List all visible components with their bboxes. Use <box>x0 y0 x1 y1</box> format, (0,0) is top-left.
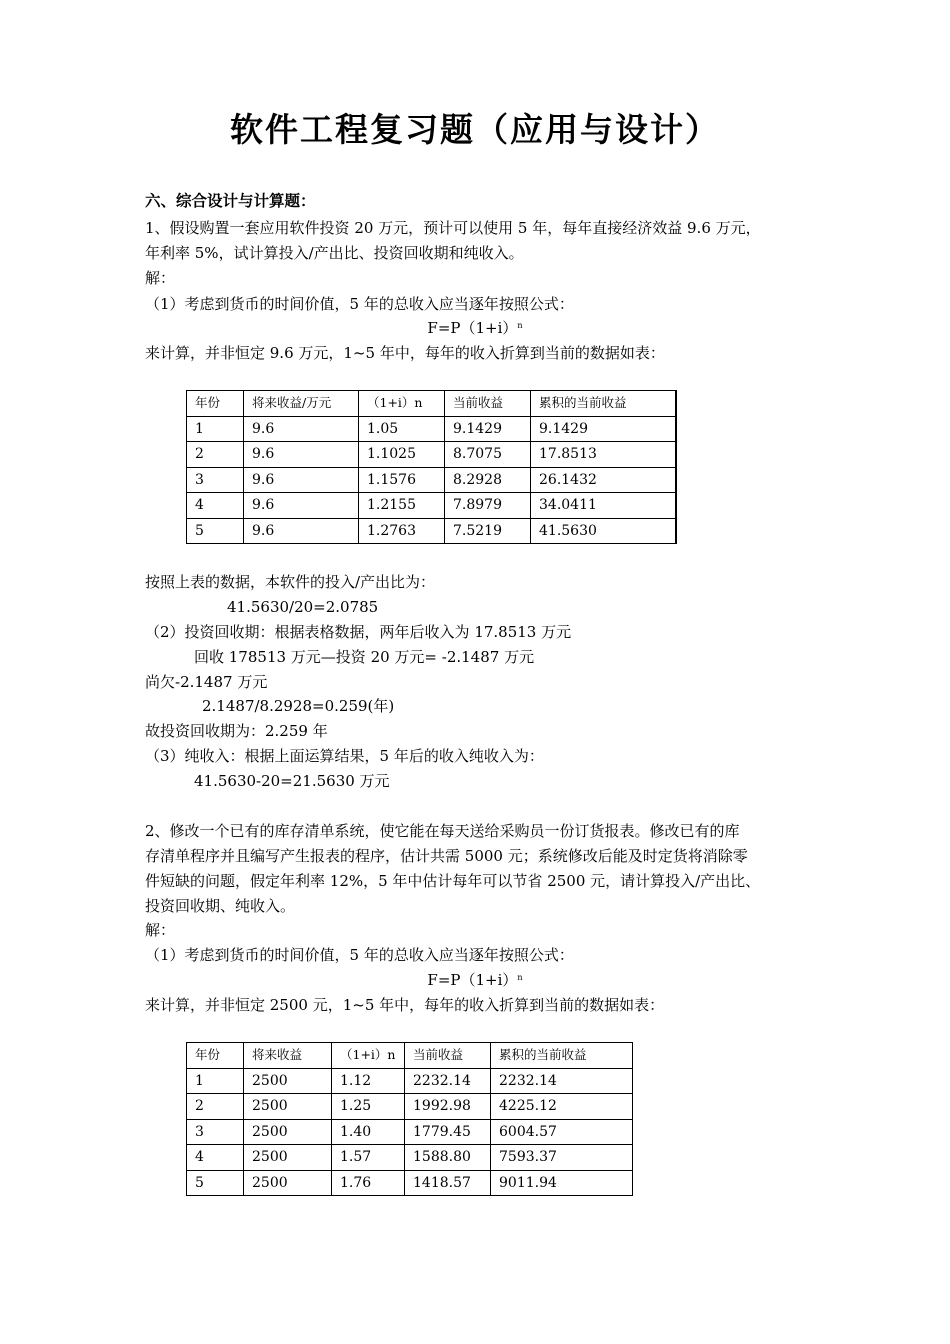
table-cell: 9.6 <box>244 518 359 544</box>
column-header: 累积的当前收益 <box>531 391 676 417</box>
table-cell: 2500 <box>244 1145 332 1171</box>
q1-step2: （2）投资回收期：根据表格数据，两年后收入为 17.8513 万元 <box>145 623 572 641</box>
table-cell: 1 <box>187 1068 244 1094</box>
table-cell: 7.8979 <box>445 493 531 519</box>
table-row <box>187 416 676 442</box>
table-cell: 2500 <box>244 1094 332 1120</box>
table-cell: 26.1432 <box>531 467 676 493</box>
q2-text-line-2: 存清单程序并且编写产生报表的程序，估计共需 5000 元；系统修改后能及时定货将消除零 <box>145 847 748 865</box>
table-cell: 2 <box>187 1094 244 1120</box>
q1-ratio-calc: 41.5630/20=2.0785 <box>227 598 379 616</box>
table-row <box>187 1068 633 1094</box>
column-header: 当前收益 <box>445 391 531 417</box>
table-row <box>187 518 676 544</box>
table-row <box>187 1145 633 1171</box>
table-cell: 4 <box>187 493 244 519</box>
q2-income-table <box>186 1042 633 1196</box>
q2-formula: $F=P(1+i)^n$ <box>427 971 523 989</box>
q1-step2-calc: 回收 178513 万元—投资 20 万元= -2.1487 万元 <box>194 648 535 666</box>
table-cell: 1.12 <box>332 1068 405 1094</box>
column-header: （1+i）n <box>332 1043 405 1069</box>
q1-deficit-calc: 2.1487/8.2928=0.259(年) <box>202 697 395 715</box>
table-cell: 1.40 <box>332 1119 405 1145</box>
q1-formula: $F=P(1+i)^n$ <box>427 319 523 337</box>
q1-solution-label: 解： <box>145 269 176 287</box>
table-cell: 9.6 <box>244 493 359 519</box>
document-title: 软件工程复习题（应用与设计） <box>230 110 720 149</box>
table-cell: 1779.45 <box>405 1119 491 1145</box>
q2-text-line-4: 投资回收期、纯收入。 <box>145 897 296 915</box>
table-cell: 1.1576 <box>359 467 445 493</box>
q1-payback: 故投资回收期为：2.259 年 <box>145 722 328 740</box>
column-header: 将来收益 <box>244 1043 332 1069</box>
table-cell: 9.1429 <box>445 416 531 442</box>
table-cell: 8.7075 <box>445 442 531 468</box>
column-header: 年份 <box>187 1043 244 1069</box>
q1-income-table <box>186 390 677 544</box>
table-cell: 2500 <box>244 1068 332 1094</box>
section-heading: 六、综合设计与计算题： <box>145 192 316 210</box>
table-cell: 9.6 <box>244 467 359 493</box>
table-cell: 2500 <box>244 1170 332 1196</box>
table-cell: 1588.80 <box>405 1145 491 1171</box>
column-header: 年份 <box>187 391 244 417</box>
table-row <box>187 467 676 493</box>
q1-text-line-2: 年利率 5%，试计算投入/产出比、投资回收期和纯收入。 <box>145 244 524 262</box>
q1-step3: （3）纯收入：根据上面运算结果，5 年后的收入纯收入为： <box>145 747 544 765</box>
table-cell: 3 <box>187 467 244 493</box>
table-cell: 1.57 <box>332 1145 405 1171</box>
table-cell: 8.2928 <box>445 467 531 493</box>
table-cell: 7593.37 <box>491 1145 633 1171</box>
table-cell: 17.8513 <box>531 442 676 468</box>
q2-step1: （1）考虑到货币的时间价值，5 年的总收入应当逐年按照公式： <box>145 946 574 964</box>
table-row <box>187 1170 633 1196</box>
table-cell: 2232.14 <box>491 1068 633 1094</box>
table-cell: 1.2763 <box>359 518 445 544</box>
q2-solution-label: 解： <box>145 921 176 939</box>
table-cell: 1 <box>187 416 244 442</box>
table-row <box>187 442 676 468</box>
table-cell: 2232.14 <box>405 1068 491 1094</box>
table-header-row <box>187 1043 633 1069</box>
table-cell: 5 <box>187 518 244 544</box>
table-row <box>187 1119 633 1145</box>
table-cell: 4 <box>187 1145 244 1171</box>
column-header: 将来收益/万元 <box>244 391 359 417</box>
table-cell: 1.25 <box>332 1094 405 1120</box>
table-header-row <box>187 391 676 417</box>
column-header: 累积的当前收益 <box>491 1043 633 1069</box>
table-cell: 3 <box>187 1119 244 1145</box>
table-cell: 34.0411 <box>531 493 676 519</box>
table-cell: 5 <box>187 1170 244 1196</box>
table-cell: 9.1429 <box>531 416 676 442</box>
column-header: （1+i）n <box>359 391 445 417</box>
table-cell: 2500 <box>244 1119 332 1145</box>
table-row <box>187 493 676 519</box>
table-cell: 1.76 <box>332 1170 405 1196</box>
table-cell: 41.5630 <box>531 518 676 544</box>
table-cell: 7.5219 <box>445 518 531 544</box>
table-cell: 1418.57 <box>405 1170 491 1196</box>
q2-text-line-1: 2、修改一个已有的库存清单系统，使它能在每天送给采购员一份订货报表。修改已有的库 <box>145 822 740 840</box>
table-cell: 9.6 <box>244 442 359 468</box>
column-header: 当前收益 <box>405 1043 491 1069</box>
table-cell: 1.2155 <box>359 493 445 519</box>
table-cell: 1.05 <box>359 416 445 442</box>
q2-step1-continued: 来计算，并非恒定 2500 元，1~5 年中，每年的收入折算到当前的数据如表： <box>145 996 665 1014</box>
table-cell: 4225.12 <box>491 1094 633 1120</box>
q1-step1: （1）考虑到货币的时间价值，5 年的总收入应当逐年按照公式： <box>145 295 574 313</box>
q1-step1-continued: 来计算，并非恒定 9.6 万元，1~5 年中，每年的收入折算到当前的数据如表： <box>145 344 665 362</box>
table-cell: 9.6 <box>244 416 359 442</box>
q1-deficit: 尚欠-2.1487 万元 <box>145 673 268 691</box>
table-cell: 1992.98 <box>405 1094 491 1120</box>
table-row <box>187 1094 633 1120</box>
table-cell: 6004.57 <box>491 1119 633 1145</box>
q1-text-line-1: 1、假设购置一套应用软件投资 20 万元，预计可以使用 5 年，每年直接经济效益 9.6 万元， <box>145 219 761 237</box>
table-cell: 9011.94 <box>491 1170 633 1196</box>
q1-step3-calc: 41.5630-20=21.5630 万元 <box>194 772 390 790</box>
q2-text-line-3: 件短缺的问题，假定年利率 12%，5 年中估计每年可以节省 2500 元，请计算投入/产出比、 <box>145 872 761 890</box>
q1-ratio-intro: 按照上表的数据，本软件的投入/产出比为： <box>145 573 436 591</box>
table-cell: 1.1025 <box>359 442 445 468</box>
table-cell: 2 <box>187 442 244 468</box>
